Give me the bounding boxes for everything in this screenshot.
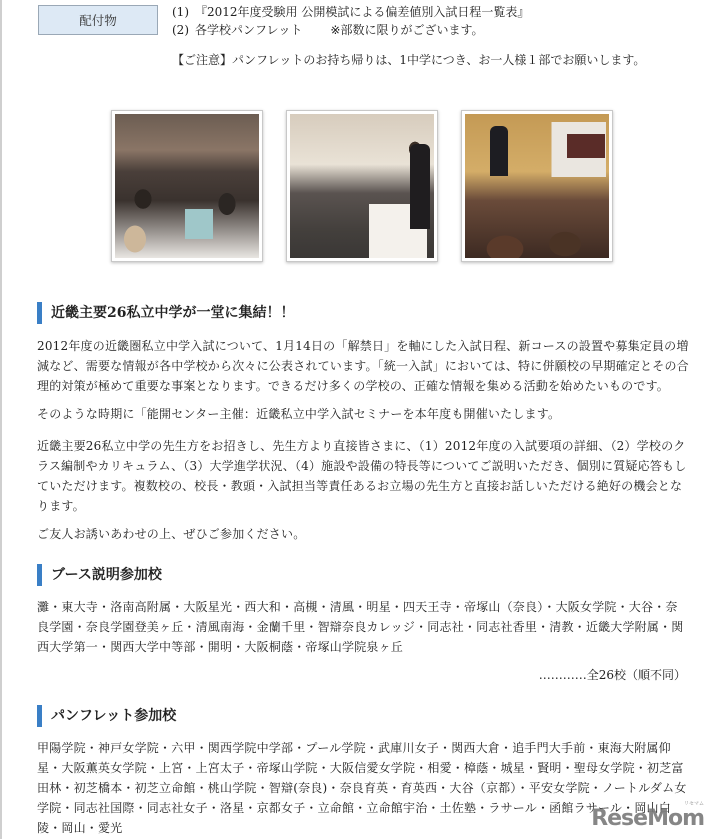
- handout-label: [38, 5, 158, 35]
- booth-schools-total: …………全26校（順不同）: [538, 668, 686, 682]
- handout-item: [172, 3, 529, 21]
- section-heading-booth-schools: ブース説明参加校: [37, 564, 162, 586]
- intro-paragraph: 近畿主要26私立中学の先生方をお招きし、先生方より直接皆さまに、（1）2012年度の入試要項の詳細、（2）学校のクラス編制やカリキュラム、（3）大学進学状況、（4）施設や設備の特長等についてご説明いただき、個別に質疑応答もしていただけます。複数校の、校長・教頭・入試担当等責任あるお立場の先生方と直接お話しいただける絶好の機会となります。: [37, 439, 687, 513]
- event-photo-pamphlet-table[interactable]: [111, 110, 263, 262]
- photo-image: [465, 114, 609, 258]
- intro-paragraph: そのような時期に「能開センター主催：近畿私立中学入試セミナーを本年度も開催いたします。: [37, 407, 561, 421]
- handout-caution: 【ご注意】パンフレットのお持ち帰りは、1中学につき、お一人様１部でお願いします。: [172, 53, 646, 67]
- section-heading-intro: 近畿主要26私立中学が一堂に集結！！: [37, 302, 294, 324]
- event-photo-seminar-lecture[interactable]: [461, 110, 613, 262]
- intro-paragraph: 2012年度の近畿圏私立中学入試について、1月14日の「解禁日」を軸にした入試日程、新コースの設置や募集定員の増減など、需要な情報が各中学校から次々に公表されています。「統一入試」においては、特に併願校の早期確定とその合理的対策が極めて重要な事案となります。できるだけ多くの学校の、正確な情報を集める活動を始めたいものです。: [37, 339, 689, 393]
- intro-paragraph: ご友人お誘いあわせの上、ぜひご参加ください。: [37, 527, 306, 541]
- booth-schools-list: 灘・東大寺・洛南高附属・大阪星光・西大和・高槻・清風・明星・四天王寺・帝塚山（奈良）・大阪女学院・大谷・奈良学園・奈良学園登美ヶ丘・清風南海・金蘭千里・智辯奈良カレッジ・同志社・同志社香里・清教・近畿大学附属・関西大学第一・関西大学中等部・開明・大阪桐蔭・帝塚山学院泉ヶ丘: [37, 600, 684, 654]
- resemom-watermark-logo: [591, 801, 704, 831]
- event-photo-presentation-hall[interactable]: [286, 110, 438, 262]
- handout-items-list: [172, 3, 529, 39]
- handout-item-note: ※部数に限りがございます。: [330, 23, 484, 37]
- handout-label-text: 配付物: [79, 13, 117, 28]
- handout-item-number: (1): [172, 5, 189, 19]
- left-border-rule: [0, 0, 2, 839]
- pamphlet-schools-list: 甲陽学院・神戸女学院・六甲・関西学院中学部・プール学院・武庫川女子・関西大倉・追手門大手前・東海大附属仰星・大阪薫英女学院・上宮・上宮太子・帝塚山学院・大阪信愛女学院・相愛・樟蔭・城星・賢明・聖母女学院・初芝富田林・初芝橋本・初芝立命館・桃山学院・智辯(奈良)・奈良育英・育英西・大谷（京都）・平安女学院・ノートルダム女学院・同志社国際・同志社女子・洛星・京都女子・立命館・立命館宇治・土佐塾・ラサール・函館ラサール・岡山白陵・岡山・愛光: [37, 741, 687, 835]
- handout-item-text: 『2012年度受験用 公開模試による偏差値別入試日程一覧表』: [195, 5, 530, 19]
- photo-image: [115, 114, 259, 258]
- watermark-text: ReseMom: [591, 806, 704, 831]
- handout-item-text: 各学校パンフレット: [195, 23, 303, 37]
- handout-item-number: (2): [172, 23, 189, 37]
- watermark-kana: リセマム: [684, 801, 704, 807]
- photo-image: [290, 114, 434, 258]
- section-heading-pamphlet-schools: パンフレット参加校: [37, 705, 176, 727]
- handout-item: [172, 21, 529, 39]
